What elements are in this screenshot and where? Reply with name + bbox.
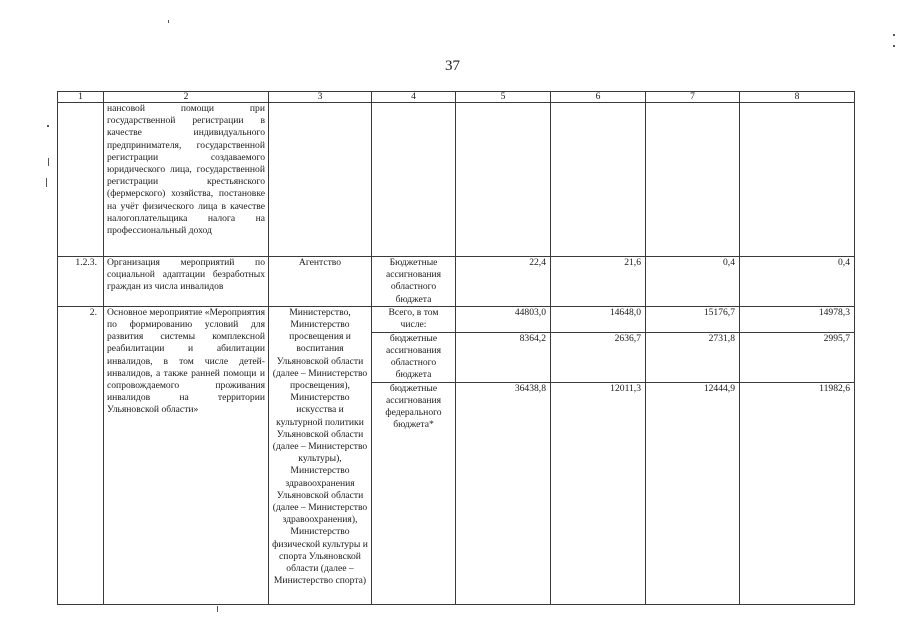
value-year-3: 14978,3 <box>740 306 855 332</box>
value-year-1: 14648,0 <box>551 306 646 332</box>
scan-speck <box>893 34 895 36</box>
value-total: 36438,8 <box>456 382 551 604</box>
activity-description: Организация мероприятий по социальной адаптации безработных граждан из числа инвалидов <box>104 257 269 307</box>
row-number: 1.2.3. <box>58 257 104 307</box>
executor: Агентство <box>269 257 372 307</box>
page-number: 37 <box>445 58 460 74</box>
value-year-2: 0,4 <box>646 257 740 307</box>
value-year-1: 12011,3 <box>551 382 646 604</box>
value-year-1: 21,6 <box>551 257 646 307</box>
scan-speck <box>893 45 895 47</box>
table-row-2 <box>58 306 855 332</box>
activity-description: Основное мероприятие «Мероприятия по формированию условий для развития системы комплексной реабилитации и абилитации инвалидов, в том числе детей-инвалидов, а также ранней помощи и сопровождаемого проживания инвалидов на территории Ульяновской области» <box>104 306 269 604</box>
column-number-header <box>58 92 855 103</box>
scan-speck <box>47 125 49 127</box>
value-year-3: 0,4 <box>740 257 855 307</box>
col-header-6: 6 <box>551 92 646 103</box>
activity-description: нансовой помощи при государственной регистрации в качестве индивидуального предпринимателя, государственной регистрации создаваемого юридического лица, государственной регистрации крестьянского (фермерского) хозяйства, постановке на учёт физического лица в качестве налогоплательщика налога на профессиональный доход <box>104 103 269 257</box>
scan-speck <box>217 606 218 612</box>
scan-speck <box>168 20 169 23</box>
table-row-1-2-3 <box>58 257 855 307</box>
funding-source: бюджетные ассигнования областного бюджета <box>372 332 456 382</box>
value-year-3: 2995,7 <box>740 332 855 382</box>
funding-source: Всего, в том числе: <box>372 306 456 332</box>
row-number: 2. <box>58 306 104 604</box>
value-year-3: 11982,6 <box>740 382 855 604</box>
budget-table <box>57 91 855 605</box>
col-header-8: 8 <box>740 92 855 103</box>
col-header-4: 4 <box>372 92 456 103</box>
value-total: 22,4 <box>456 257 551 307</box>
value-year-2: 2731,8 <box>646 332 740 382</box>
executor: Министерство, Министерство просвещения и воспитания Ульяновской области (далее – Министерство просвещения), Министерство искусства и культурной политики Ульяновской области (далее – Министерство культуры), Министерство здравоохранения Ульяновской области (далее – Министерство здравоохранения), Министерство физической культуры и спорта Ульяновской области (далее – Министерство спорта) <box>269 306 372 604</box>
value-year-2: 15176,7 <box>646 306 740 332</box>
col-header-2: 2 <box>104 92 269 103</box>
col-header-3: 3 <box>269 92 372 103</box>
value-year-1: 2636,7 <box>551 332 646 382</box>
value-year-2: 12444,9 <box>646 382 740 604</box>
continuation-row <box>58 103 855 257</box>
value-total: 8364,2 <box>456 332 551 382</box>
value-total: 44803,0 <box>456 306 551 332</box>
col-header-7: 7 <box>646 92 740 103</box>
scan-speck <box>48 158 49 166</box>
funding-source: бюджетные ассигнования федерального бюджета* <box>372 382 456 604</box>
scan-speck <box>46 178 47 187</box>
col-header-1: 1 <box>58 92 104 103</box>
row-number <box>58 103 104 257</box>
funding-source: Бюджетные ассигнования областного бюджета <box>372 257 456 307</box>
col-header-5: 5 <box>456 92 551 103</box>
